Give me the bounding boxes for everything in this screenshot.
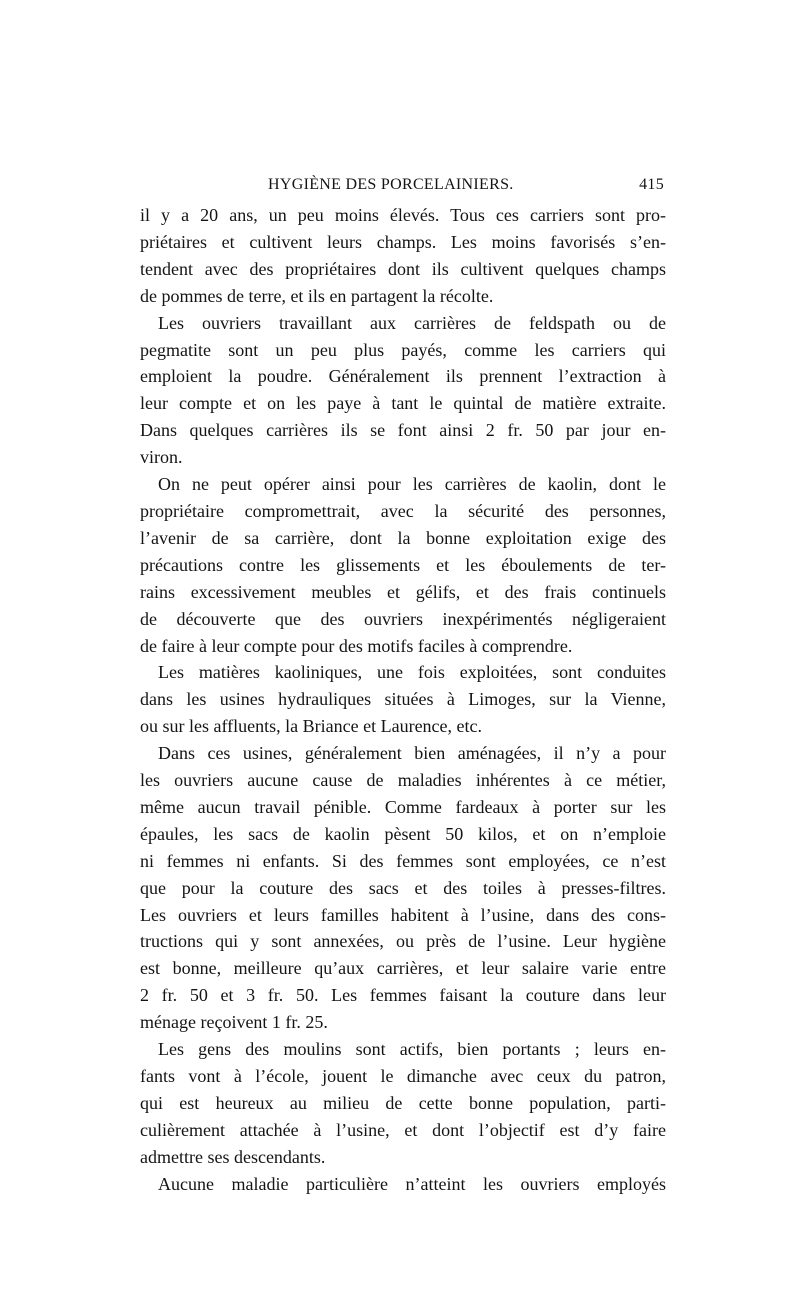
body-text [140, 202, 666, 1198]
text-line: culièrement attachée à l’usine, et dont l’objectif est d’y faire [140, 1119, 666, 1140]
text-line: Dans quelques carrières ils se font ainsi 2 fr. 50 par jour en- [140, 420, 666, 441]
text-line: de pommes de terre, et ils en partagent la récolte. [140, 285, 494, 306]
text-line: On ne peut opérer ainsi pour les carrières de kaolin, dont le [158, 474, 666, 495]
text-line: fants vont à l’école, jouent le dimanche avec ceux du patron, [140, 1066, 666, 1086]
text-line: viron. [140, 447, 183, 468]
text-line: épaules, les sacs de kaolin pèsent 50 kilos, et on n’emploie [140, 823, 666, 844]
text-line: précautions contre les glissements et les éboulements de ter- [140, 554, 666, 575]
text-line: rains excessivement meubles et gélifs, et des frais continuels [140, 581, 666, 602]
text-line: de faire à leur compte pour des motifs faciles à comprendre. [140, 635, 573, 656]
running-head [140, 172, 666, 198]
text-line: est bonne, meilleure qu’aux carrières, et leur salaire varie entre [140, 958, 666, 979]
text-line: propriétaire compromettrait, avec la sécurité des personnes, [140, 500, 666, 521]
book-page [140, 172, 666, 1198]
text-line: tendent avec des propriétaires dont ils cultivent quelques champs [140, 258, 666, 279]
text-line: Les ouvriers travaillant aux carrières de feldspath ou de [158, 312, 666, 333]
text-line: même aucun travail pénible. Comme fardeaux à porter sur les [140, 796, 666, 817]
running-title: HYGIÈNE DES PORCELAINIERS. [268, 176, 514, 193]
text-line: l’avenir de sa carrière, dont la bonne exploitation exige des [140, 527, 666, 548]
text-line: ou sur les affluents, la Briance et Laurence, etc. [140, 716, 483, 737]
text-line: ni femmes ni enfants. Si des femmes sont employées, ce n’est [140, 850, 666, 871]
text-line: pegmatite sont un peu plus payés, comme les carriers qui [140, 339, 666, 360]
text-line: de découverte que des ouvriers inexpérimentés négligeraient [140, 608, 666, 629]
text-line: ménage reçoivent 1 fr. 25. [140, 1012, 328, 1033]
text-line: Aucune maladie particulière n’atteint les ouvriers employés [158, 1173, 666, 1194]
text-line: Dans ces usines, généralement bien aménagées, il n’y a pour [158, 743, 666, 764]
text-line: leur compte et on les paye à tant le quintal de matière extraite. [140, 393, 666, 414]
text-line: Les ouvriers et leurs familles habitent à l’usine, dans des cons- [140, 904, 666, 925]
text-line: priétaires et cultivent leurs champs. Les moins favorisés s’en- [140, 231, 666, 252]
text-line: Les gens des moulins sont actifs, bien portants ; leurs en- [158, 1039, 666, 1060]
text-line: qui est heureux au milieu de cette bonne population, parti- [140, 1092, 666, 1113]
text-line: les ouvriers aucune cause de maladies inhérentes à ce métier, [140, 770, 666, 791]
text-line: dans les usines hydrauliques situées à Limoges, sur la Vienne, [140, 689, 666, 710]
page-number: 415 [639, 176, 664, 193]
text-line: que pour la couture des sacs et des toiles à presses-filtres. [140, 877, 666, 898]
text-line: Les matières kaoliniques, une fois exploitées, sont conduites [158, 662, 666, 683]
text-line: il y a 20 ans, un peu moins élevés. Tous ces carriers sont pro- [140, 205, 666, 225]
text-line: admettre ses descendants. [140, 1146, 326, 1167]
text-line: 2 fr. 50 et 3 fr. 50. Les femmes faisant la couture dans leur [140, 985, 666, 1006]
text-line: emploient la poudre. Généralement ils prennent l’extraction à [140, 366, 666, 387]
text-line: tructions qui y sont annexées, ou près de l’usine. Leur hygiène [140, 931, 666, 952]
